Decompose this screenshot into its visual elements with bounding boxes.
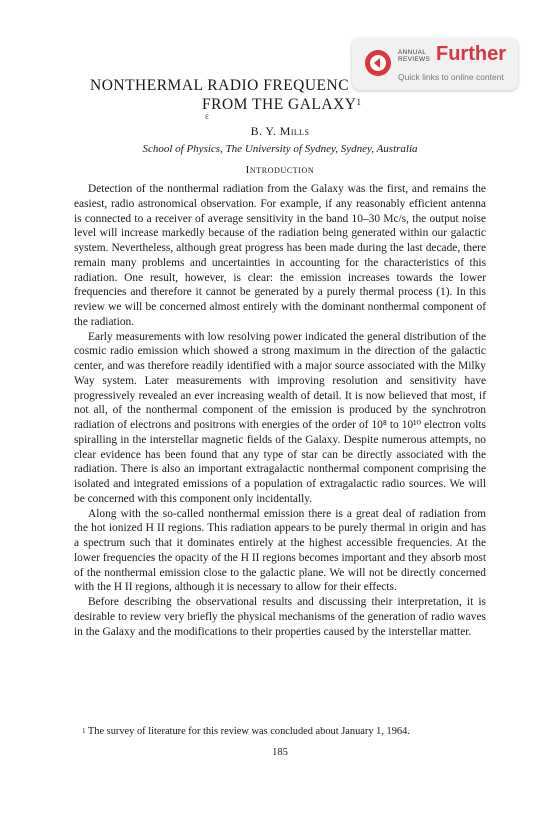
title-line-2 <box>90 95 420 114</box>
footnote-mark: 1 <box>82 727 86 735</box>
badge-tagline: Quick links to online content <box>398 72 504 82</box>
article-body <box>74 182 486 639</box>
badge-line2: REVIEWS <box>398 56 431 63</box>
stray-mark: ɛ <box>205 111 209 121</box>
play-circle-icon <box>364 49 392 77</box>
section-heading: Introduction <box>245 164 315 176</box>
badge-publisher <box>398 49 430 63</box>
author-affiliation: School of Physics, The University of Sydney, Sydney, Australia <box>142 143 418 155</box>
badge-line1: ANNUAL <box>398 49 427 56</box>
title-line-1: NONTHERMAL RADIO FREQUENC <box>90 77 350 94</box>
paragraph: Early measurements with low resolving power indicated the general distribution of the cosmic radio emission which showed a strong maximum in the direction of the galactic center, and was therefore readily identified with a major source associated with the Milky Way system. Later measurements with improving resolution and sensitivity have progressively revealed an ever increasing wealth of detail. It is now believed that most, if not all, of the nonthermal component of the emission is produced by the synchrotron radiation of electrons and positrons with energies of the order of 10⁸ to 10¹⁰ electron volts spiralling in the interstellar magnetic fields of the Galaxy. Despite numerous attempts, no clear evidence has been found that any type of star can be directly associated with the radiation. There is also an important extragalactic nonthermal component comprising the isolated and integrated emissions of a population of extragalactic radio sources. We will be concerned with this component only incidentally. <box>74 330 486 505</box>
paragraph: Detection of the nonthermal radiation from the Galaxy was the first, and remains the easiest, radio astronomical observation. For example, if any reasonably efficient antenna is connected to a receiver of average sensitivity in the band 10–30 Mc/s, the output noise level will increase markedly because of the radiation being generated within our galactic system. Nevertheless, although great progress has been made during the last decade, there remain many problems and uncertainties in accounting for the characteristics of this radiation. One result, however, is clear: the emission increases towards the lower frequencies and therefore it cannot be generated by a purely thermal process (1). In this review we will be concerned almost entirely with the dominant nonthermal component of the radiation. <box>74 183 486 328</box>
page-number: 185 <box>272 747 288 758</box>
footnote <box>82 725 492 738</box>
author-name: B. Y. Mills <box>250 124 310 138</box>
badge-brand: Further <box>436 43 506 65</box>
title-line-2-text: FROM THE GALAXY <box>202 96 357 113</box>
title-footnote-mark: 1 <box>356 97 362 107</box>
article-title <box>90 76 420 114</box>
paragraph: Along with the so-called nonthermal emission there is a great deal of radiation from the hot ionized H II regions. This radiation appears to be purely thermal in origin and has a spectrum such that it dominates entirely at the highest accessible frequencies. At the lower frequencies the opacity of the H II regions becomes important and they absorb most of the nonthermal emission close to the galactic plane. We will not be directly concerned with the H II regions, although it is necessary to allow for their effects. <box>74 507 486 594</box>
paragraph: Before describing the observational results and discussing their interpretation, it is desirable to review very briefly the physical mechanisms of the generation of radio waves in the Galaxy and the modifications to their properties caused by the interstellar matter. <box>74 596 486 638</box>
footnote-text: The survey of literature for this review was concluded about January 1, 1964. <box>85 726 410 737</box>
